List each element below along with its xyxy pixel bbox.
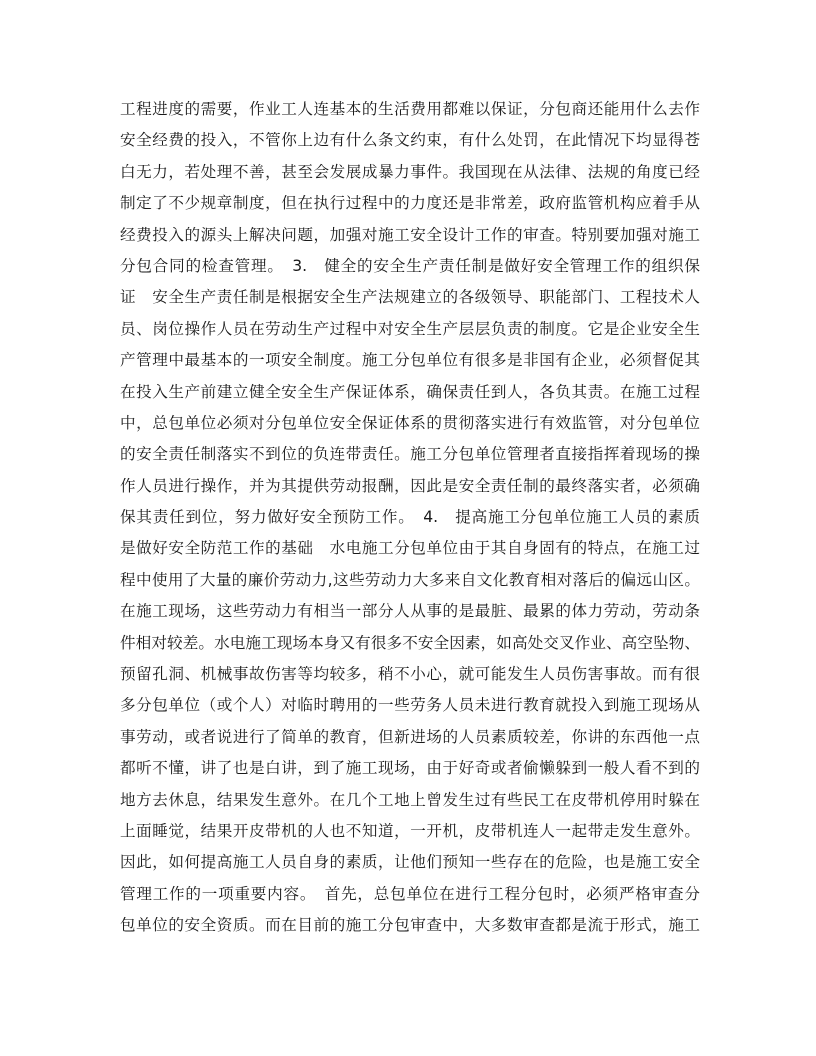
text-line: 程中使用了大量的廉价劳动力,这些劳动力大多来自文化教育相对落后的偏远山区。 xyxy=(120,570,700,589)
text-line: 中，总包单位必须对分包单位安全保证体系的贯彻落实进行有效监管，对分包单位 xyxy=(120,413,700,432)
text-line: 多分包单位（或个人）对临时聘用的一些劳务人员未进行教育就投入到施工现场从 xyxy=(120,696,700,715)
text-line: 上面睡觉，结果开皮带机的人也不知道，一开机，皮带机连人一起带走发生意外。 xyxy=(120,821,700,840)
text-line: 管理工作的一项重要内容。 首先，总包单位在进行工程分包时，必须严格审查分 xyxy=(120,884,700,903)
text-line: 因此，如何提高施工人员自身的素质，让他们预知一些存在的危险，也是施工安全 xyxy=(120,853,700,872)
text-line: 的安全责任制落实不到位的负连带责任。施工分包单位管理者直接指挥着现场的操 xyxy=(120,445,700,464)
text-line: 都听不懂，讲了也是白讲，到了施工现场，由于好奇或者偷懒躲到一般人看不到的 xyxy=(120,759,700,778)
text-line: 在投入生产前建立健全安全生产保证体系，确保责任到人，各负其责。在施工过程 xyxy=(120,382,700,401)
text-line: 产管理中最基本的一项安全制度。施工分包单位有很多是非国有企业，必须督促其 xyxy=(120,351,700,370)
text-line: 白无力，若处理不善，甚至会发展成暴力事件。我国现在从法律、法规的角度已经 xyxy=(120,162,700,181)
text-line: 是做好安全防范工作的基础 水电施工分包单位由于其自身固有的特点，在施工过 xyxy=(120,539,700,558)
body-text xyxy=(120,94,700,942)
text-line: 经费投入的源头上解决问题，加强对施工安全设计工作的审查。特别要加强对施工 xyxy=(120,225,700,244)
text-line: 证 安全生产责任制是根据安全生产法规建立的各级领导、职能部门、工程技术人 xyxy=(120,288,700,307)
text-line: 员、岗位操作人员在劳动生产过程中对安全生产层层负责的制度。它是企业安全生 xyxy=(120,319,700,338)
text-line: 包单位的安全资质。而在目前的施工分包审查中，大多数审查都是流于形式，施工 xyxy=(120,916,700,935)
text-line: 地方去休息，结果发生意外。在几个工地上曾发生过有些民工在皮带机停用时躲在 xyxy=(120,790,700,809)
text-line: 安全经费的投入，不管你上边有什么条文约束，有什么处罚，在此情况下均显得苍 xyxy=(120,131,700,150)
text-line: 作人员进行操作，并为其提供劳动报酬，因此是安全责任制的最终落实者，必须确 xyxy=(120,476,700,495)
text-line: 在施工现场，这些劳动力有相当一部分人从事的是最脏、最累的体力劳动，劳动条 xyxy=(120,602,700,621)
text-line: 分包合同的检查管理。 3. 健全的安全生产责任制是做好安全管理工作的组织保 xyxy=(120,256,700,275)
text-line: 件相对较差。水电施工现场本身又有很多不安全因素，如高处交叉作业、高空坠物、 xyxy=(120,633,700,652)
text-line: 保其责任到位，努力做好安全预防工作。 4. 提高施工分包单位施工人员的素质 xyxy=(120,508,700,527)
text-line: 工程进度的需要，作业工人连基本的生活费用都难以保证，分包商还能用什么去作 xyxy=(120,100,700,118)
text-line: 事劳动，或者说进行了简单的教育，但新进场的人员素质较差，你讲的东西他一点 xyxy=(120,727,700,746)
text-line: 制定了不少规章制度，但在执行过程中的力度还是非常差，政府监管机构应着手从 xyxy=(120,194,700,213)
text-line: 预留孔洞、机械事故伤害等均较多，稍不小心，就可能发生人员伤害事故。而有很 xyxy=(120,665,700,684)
